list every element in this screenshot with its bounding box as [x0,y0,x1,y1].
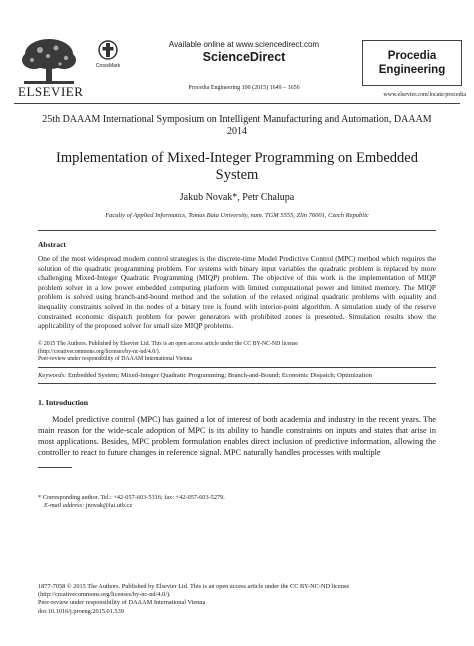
bottom-peer-review: Peer-review under responsibility of DAAAM International Vienna [38,599,206,607]
abstract-top-divider [38,230,436,231]
license-link[interactable]: (http://creativecommons.org/licenses/by-nc-nd/4.0/). [38,348,161,355]
publisher-name: ELSEVIER [18,84,84,99]
peer-review-text: Peer-review under responsibility of DAAAM International Vienna [38,356,192,363]
footnote-divider [38,467,72,468]
header-divider [14,103,460,104]
issn-license-text: 1877-7058 © 2015 The Authors. Published by Elsevier Ltd. This is an open access article under the CC BY-NC-ND license [38,583,350,590]
paper-title-line2: System [215,167,259,183]
introduction-heading: 1. Introduction [38,398,89,407]
email-address[interactable]: jnovak@fai.utb.cz [85,502,133,509]
journal-title-box [362,40,462,86]
introduction-body: Model predictive control (MPC) has gained a lot of interest of both academia and industry in the recent years. The main reason for the wide-scale adoption of MPC is its ability to handle constraints on inputs and states that arise in most applications. Besides, MPC problem formulation enables direct inclusion of predictive information, allowing the controller to react to future changes in reference signal. MPC naturally handles processes with multiple [38,415,436,457]
abstract-body: One of the most widespread modern control strategies is the discrete-time Model Predictive Control (MPC) method which requires the solution of the quadratic programming problem. For systems with binary input variables the quadratic problem is replaced by more challenging Mixed-Integer Quadratic Programming (MIQP) problem. The objective of this work is the implementation of MIQP problem solver in a low power embedded computing platform with limited computational power and limited memory. The MIQP problem is solved using branch-and-bound method and the solution of the relaxed original quadratic problems with equality and inequality constraints solved in the nodes of a binary tree is found with interior-point algorithm. A simulation study of the reserve constrained economic dispatch problem for power generators with prohibited zones is presented. Simulation results show the applicability of the proposed solver for small size MIQP problems. [38,254,436,331]
email-label: E-mail address: [44,502,85,509]
keywords-label: Keywords: [38,372,67,379]
keywords-list: Embedded System; Mixed-Integer Quadratic Programming; Branch-and-Bound; Economic Dispatch; Optimization [67,372,372,379]
abstract-heading: Abstract [38,240,66,249]
keywords [38,372,436,379]
conference-name [30,114,444,138]
keywords-divider [38,367,436,368]
bottom-info [38,583,458,616]
footnote [38,494,436,510]
conference-line2: 2014 [227,126,247,137]
abstract-license [38,341,436,364]
paper-title [30,150,444,184]
bottom-license-link[interactable]: (http://creativecommons.org/licenses/by-nc-nd/4.0/). [38,591,171,599]
doi-text[interactable]: doi:10.1016/j.proeng.2015.01.539 [38,607,124,615]
license-text: © 2015 The Authors. Published by Elsevier Ltd. This is an open access article under the CC BY-NC-ND license [38,341,298,347]
journal-citation: Procedia Engineering 100 (2015) 1649 – 1656 [188,85,300,91]
sciencedirect-title: ScienceDirect [202,50,286,64]
corresponding-author: * Corresponding author. Tel.: +42-057-603-5316; fax: +42-057-603-5279. [38,494,225,501]
journal-url[interactable]: www.elsevier.com/locate/procedia [383,92,466,98]
available-online-text: Available online at www.sciencedirect.com [168,40,320,49]
conference-line1: 25th DAAAM International Symposium on Intelligent Manufacturing and Automation, DAAAM [42,114,432,125]
author-affiliation: Faculty of Applied Informatics, Tomas Bata University, nam. TGM 5555, Zlin 76001, Czech Republic [105,212,369,219]
email-line [38,502,436,510]
abstract-bottom-divider [38,383,436,384]
journal-title-line1: Procedia [387,50,437,62]
journal-title-line2: Engineering [378,64,446,76]
elsevier-tree-logo [18,36,80,88]
crossmark-icon[interactable] [98,40,118,62]
paper-title-line1: Implementation of Mixed-Integer Programming on Embedded [55,150,418,166]
crossmark-label: CrossMark [95,63,121,69]
paper-authors: Jakub Novak*, Petr Chalupa [179,192,295,203]
